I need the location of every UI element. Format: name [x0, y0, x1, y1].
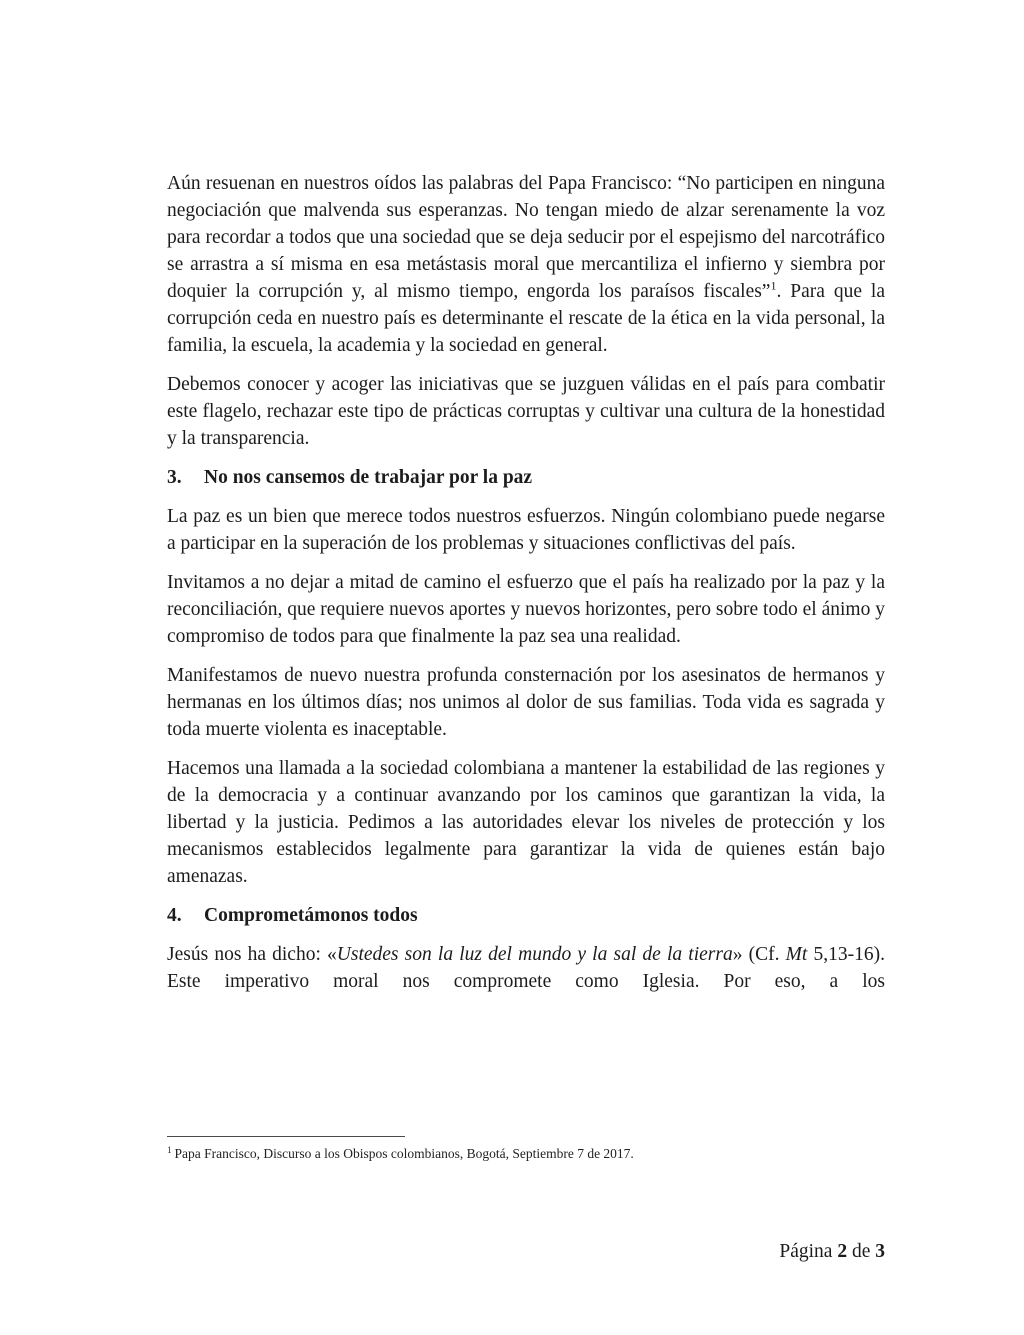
scripture-reference: Mt [785, 944, 808, 965]
paragraph-iniciativas: Debemos conocer y acoger las iniciativas que se juzguen válidas en el país para combatir este flagelo, rechazar este tipo de prácticas corruptas y cultivar una cultura de la honestidad y la transparencia. [167, 374, 885, 449]
section-title: Comprometámonos todos [204, 905, 418, 926]
section-number: 3. [167, 467, 182, 488]
page-footer [779, 1238, 885, 1265]
paragraph-manifestamos: Manifestamos de nuevo nuestra profunda consternación por los asesinatos de hermanos y hermanas en los últimos días; nos unimos al dolor de sus familias. Toda vida es sagrada y toda muerte violenta es inaceptable. [167, 665, 885, 740]
section-heading-4 [167, 902, 885, 929]
footnote-area [167, 1136, 885, 1163]
footer-label: Página [779, 1241, 838, 1262]
section-heading-3 [167, 464, 885, 491]
footnote-citation: Papa Francisco, Discurso a los Obispos colombianos, Bogotá, Septiembre 7 de 2017. [174, 1146, 634, 1161]
section-title: No nos cansemos de trabajar por la paz [204, 467, 533, 488]
paragraph-text: 5,13-16). Este imperativo moral nos compromete como Iglesia. Por eso, a los [167, 944, 885, 992]
footnote-separator [167, 1136, 405, 1137]
scripture-quote: Ustedes son la luz del mundo y la sal de la tierra [336, 944, 733, 965]
footer-total-pages: 3 [875, 1241, 885, 1262]
paragraph-jesus-cita [167, 941, 885, 995]
paragraph-text: . Para que la corrupción ceda en nuestro país es determinante el rescate de la ética en la vida personal, la familia, la escuela, la academia y la sociedad en general. [167, 281, 885, 356]
paragraph-text: Aún resuenan en nuestros oídos las palabras del Papa Francisco: “No participen en ninguna negociación que malvenda sus esperanzas. No tengan miedo de alzar serenamente la voz para recordar a todos que una sociedad que se deja seducir por el espejismo del narcotráfico se arrastra a sí misma en esa metástasis moral que mercantiliza el infierno y siembra por doquier la corrupción y, al mismo tiempo, engorda los paraísos fiscales” [167, 173, 885, 302]
paragraph-text: » (Cf. [732, 944, 786, 965]
footer-page-number: 2 [837, 1241, 848, 1262]
footnote-ref: 1 [770, 278, 777, 293]
paragraph-invitamos: Invitamos a no dejar a mitad de camino el esfuerzo que el país ha realizado por la paz y la reconciliación, que requiere nuevos aportes y nuevos horizontes, pero sobre todo el ánimo y compromiso de todos para que finalmente la paz sea una realidad. [167, 572, 885, 647]
footer-separator: de [847, 1241, 876, 1262]
paragraph-text: Jesús nos ha dicho: « [167, 944, 337, 965]
footnote-marker: 1 [167, 1144, 172, 1155]
document-body [167, 170, 885, 1007]
section-number: 4. [167, 905, 182, 926]
paragraph-la-paz: La paz es un bien que merece todos nuestros esfuerzos. Ningún colombiano puede negarse a participar en la superación de los problemas y situaciones conflictivas del país. [167, 506, 885, 554]
paragraph-hacemos-llamada: Hacemos una llamada a la sociedad colombiana a mantener la estabilidad de las regiones y de la democracia y a continuar avanzando por los caminos que garantizan la vida, la libertad y la justicia. Pedimos a las autoridades elevar los niveles de protección y los mecanismos establecidos legalmente para garantizar la vida de quienes están bajo amenazas. [167, 758, 885, 887]
footnote-text [167, 1145, 885, 1163]
paragraph-papa-francisco-quote [167, 170, 885, 359]
